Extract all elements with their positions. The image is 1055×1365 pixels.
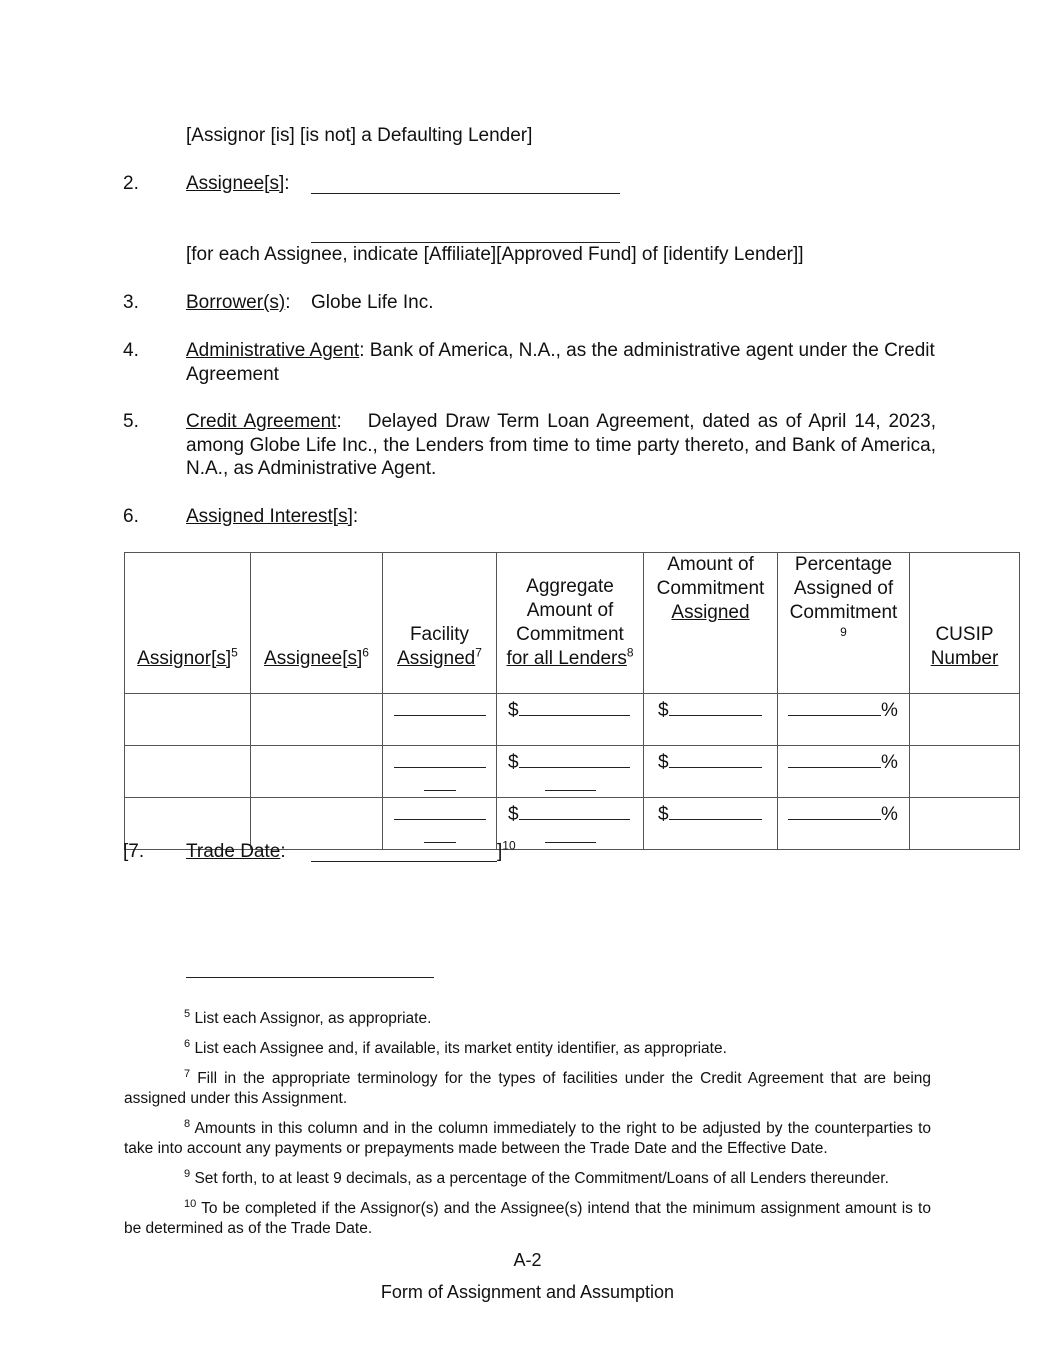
percent-sign: %: [881, 804, 898, 825]
defaulting-lender-line: [Assignor [is] [is not] a Defaulting Lender]: [186, 125, 533, 146]
assignee-blank-1[interactable]: [311, 175, 620, 194]
admin-agent-label: Administrative Agent: [186, 340, 360, 361]
cell-assignee[interactable]: [251, 746, 383, 798]
item-6-number: 6.: [123, 506, 139, 527]
dollar-sign: $: [508, 804, 519, 825]
trade-date-fn: 10: [502, 838, 516, 853]
header-assignee-fn: 6: [362, 645, 369, 660]
header-assignee: [251, 553, 383, 694]
footnote-10-text: To be completed if the Assignor(s) and the Assignee(s) intend that the minimum assignment amount is to be determined as of the Trade Date.: [124, 1200, 931, 1237]
assigned-interest-table: [124, 552, 1020, 850]
assignee-blank-2[interactable]: [311, 224, 620, 243]
trade-date-label: Trade Date: [186, 841, 281, 862]
assigned-interest-line: [186, 506, 358, 528]
footnote-5-num: 5: [184, 1007, 191, 1020]
credit-agreement-value: Delayed Draw Term Loan Agreement, dated as of April 14, 2023, among Globe Life Inc., the Lenders from time to time party thereto, and Bank of America, N.A., as Administrative Agent.: [186, 411, 937, 479]
table-row: [125, 746, 1020, 798]
header-aggregate-line3: Commitment: [516, 624, 624, 645]
cell-facility[interactable]: [383, 798, 497, 850]
header-assignor: [125, 553, 251, 694]
header-amount: [644, 553, 778, 694]
header-facility-fn: 7: [475, 645, 482, 660]
footnote-7-text: Fill in the appropriate terminology for the types of facilities under the Credit Agreement that are being assigned under this Assignment.: [124, 1070, 931, 1107]
header-percentage-line3: Commitment: [789, 602, 898, 623]
footnote-separator: [186, 977, 434, 978]
cell-assignee[interactable]: [251, 694, 383, 746]
footnote-9-text: Set forth, to at least 9 decimals, as a percentage of the Commitment/Loans of all Lenders thereunder.: [194, 1170, 889, 1187]
cell-percentage[interactable]: [778, 746, 910, 798]
borrower-value: Globe Life Inc.: [311, 292, 434, 313]
credit-agreement-colon: :: [336, 411, 342, 432]
admin-agent-paragraph: [186, 339, 936, 386]
assignee-note: [for each Assignee, indicate [Affiliate][Approved Fund] of [identify Lender]]: [186, 244, 804, 265]
footnote-6-num: 6: [184, 1037, 191, 1050]
percent-sign: %: [881, 752, 898, 773]
dollar-sign: $: [658, 700, 669, 721]
item-2-number: 2.: [123, 173, 139, 194]
assigned-interest-label: Assigned Interest[s]: [186, 506, 353, 527]
cell-facility[interactable]: [383, 694, 497, 746]
header-assignor-text: Assignor[s]: [137, 648, 232, 669]
assignees-label-text: Assignee[s]: [186, 173, 285, 194]
header-facility-line2: Assigned: [397, 648, 476, 669]
item-5-number: 5.: [123, 411, 139, 432]
header-percentage: [778, 553, 910, 694]
assigned-interest-colon: :: [352, 506, 359, 527]
footnote-7-num: 7: [184, 1067, 191, 1080]
credit-agreement-paragraph: [186, 410, 936, 481]
header-aggregate-line2: Amount of: [526, 600, 614, 621]
footnote-6-text: List each Assignee and, if available, its market entity identifier, as appropriate.: [194, 1040, 727, 1057]
footnote-8-text: Amounts in this column and in the column immediately to the right to be adjusted by the counterparties to take into account any payments or prepayments made between the Trade Date and the Effective Date.: [124, 1120, 931, 1157]
footnote-8-num: 8: [184, 1117, 191, 1130]
item-4-number: 4.: [123, 340, 139, 361]
header-amount-line2: Commitment: [656, 578, 765, 599]
cell-amount[interactable]: [644, 746, 778, 798]
borrower-label: Borrower(s): [186, 292, 286, 313]
item-7-number: [7.: [123, 841, 145, 862]
borrower-colon: :: [285, 292, 291, 313]
cell-percentage[interactable]: [778, 798, 910, 850]
header-percentage-fn: 9: [840, 625, 847, 639]
cell-aggregate[interactable]: [497, 746, 644, 798]
cell-cusip[interactable]: [910, 746, 1020, 798]
cell-cusip[interactable]: [910, 798, 1020, 850]
form-title: Form of Assignment and Assumption: [380, 1282, 675, 1302]
header-assignor-fn: 5: [231, 645, 238, 660]
header-amount-line1: Amount of: [667, 554, 754, 575]
cell-aggregate[interactable]: [497, 694, 644, 746]
header-facility-line1: Facility: [409, 624, 470, 645]
header-aggregate-line1: Aggregate: [526, 576, 614, 597]
footnote-10: [124, 1199, 931, 1239]
borrower-line: [186, 292, 291, 314]
dollar-sign: $: [658, 804, 669, 825]
assignees-label: [186, 173, 290, 195]
dollar-sign: $: [658, 752, 669, 773]
header-assignee-text: Assignee[s]: [264, 648, 363, 669]
cell-assignor[interactable]: [125, 694, 251, 746]
cell-aggregate[interactable]: [497, 798, 644, 850]
footnote-6: [124, 1039, 931, 1059]
header-aggregate: [497, 553, 644, 694]
header-percentage-line1: Percentage: [794, 554, 893, 575]
trade-date-colon: :: [280, 841, 286, 862]
cell-amount[interactable]: [644, 694, 778, 746]
footnote-10-num: 10: [184, 1197, 197, 1210]
cell-facility[interactable]: [383, 746, 497, 798]
trade-date-line: [186, 841, 286, 863]
table-row: [125, 694, 1020, 746]
header-cusip: [910, 553, 1020, 694]
admin-agent-colon: :: [359, 340, 365, 361]
header-facility: [383, 553, 497, 694]
dollar-sign: $: [508, 700, 519, 721]
footnote-9-num: 9: [184, 1167, 191, 1180]
item-3-number: 3.: [123, 292, 139, 313]
cell-amount[interactable]: [644, 798, 778, 850]
cell-assignor[interactable]: [125, 746, 251, 798]
cell-cusip[interactable]: [910, 694, 1020, 746]
trade-date-bracket: ]: [497, 841, 503, 862]
footnote-7: [124, 1069, 931, 1109]
credit-agreement-label: Credit Agreement: [186, 411, 337, 432]
percent-sign: %: [881, 700, 898, 721]
footnote-8: [124, 1119, 931, 1159]
header-amount-line3: Assigned: [671, 602, 750, 623]
header-cusip-line2: Number: [930, 648, 999, 669]
cell-percentage[interactable]: [778, 694, 910, 746]
dollar-sign: $: [508, 752, 519, 773]
header-cusip-line1: CUSIP: [935, 624, 994, 645]
trade-date-close: [497, 838, 516, 863]
footnote-5: [124, 1009, 931, 1029]
header-aggregate-line4: for all Lenders: [506, 648, 627, 669]
trade-date-blank[interactable]: [311, 843, 497, 862]
assignees-colon: :: [284, 173, 290, 194]
header-aggregate-fn: 8: [626, 645, 634, 660]
footnote-9: [124, 1169, 931, 1189]
page-number: A-2: [513, 1250, 542, 1270]
header-percentage-line2: Assigned of: [793, 578, 894, 599]
table-header-row: [125, 553, 1020, 694]
footnote-5-text: List each Assignor, as appropriate.: [194, 1010, 432, 1027]
admin-agent-value: Bank of America, N.A., as the administrative agent under the Credit Agreement: [186, 340, 935, 385]
